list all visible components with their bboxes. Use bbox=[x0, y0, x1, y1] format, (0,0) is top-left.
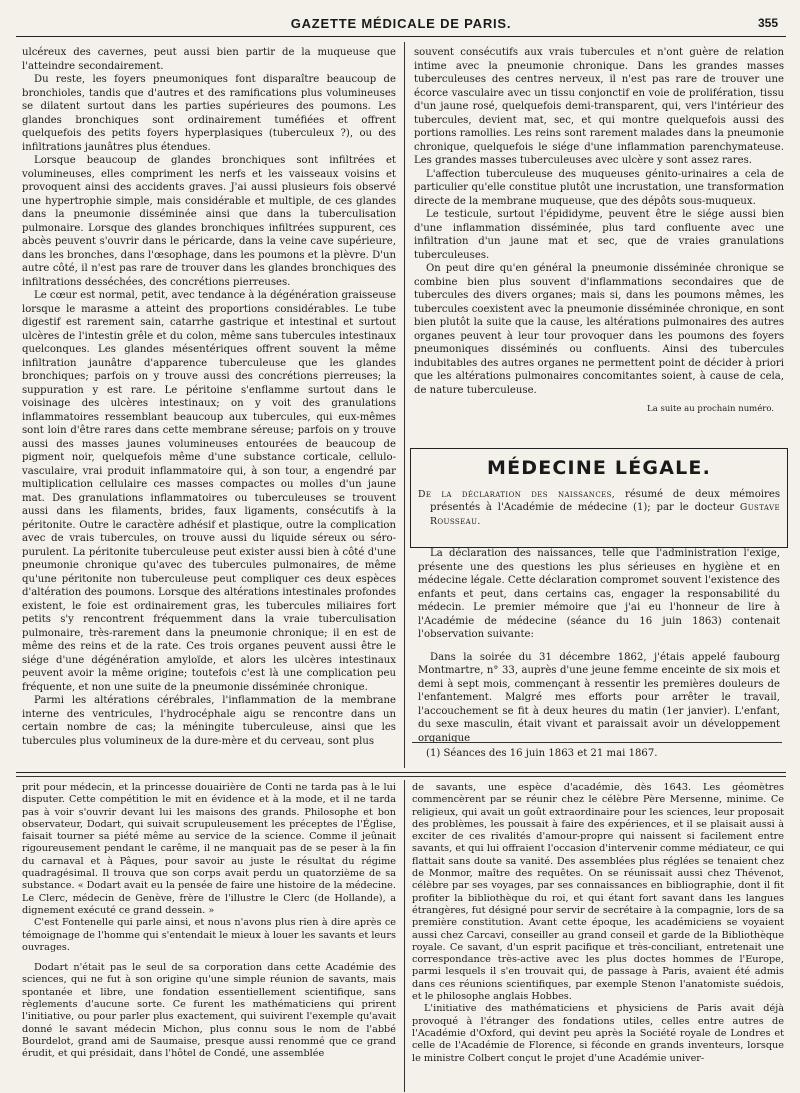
bottom-left-column bbox=[22, 782, 396, 1092]
feuilleton-rule bbox=[16, 772, 786, 773]
paragraph: On peut dire qu'en général la pneumonie disséminée chronique se combine bien plus souvent d'inflammations secondaires que de tubercules des divers organes; mais si, dans les poumons mêmes, les tubercules coexistent avec la pneumonie disséminée chronique, en sont bien plutôt la suite que la cause, les altérations pulmonaires des autres organes peuvent à leur tour provoquer dans les poumons des foyers pneumoniques disséminés ou confluents. Ainsi des tubercules indubitables des autres organes ne permettent point de décider à priori que les altérations pulmonaires concomitantes soient, à cause de cela, de nature tuberculeuse. bbox=[414, 263, 784, 396]
bottom-right-column bbox=[412, 782, 784, 1092]
footnote: (1) Séances des 16 juin 1863 et 21 mai 1867. bbox=[426, 748, 658, 759]
continuation-note: La suite au prochain numéro. bbox=[647, 404, 774, 414]
column-divider-top bbox=[404, 42, 405, 768]
footnote-rule bbox=[412, 742, 782, 743]
paragraph: L'affection tuberculeuse des muqueuses génito-urinaires a cela de particulier qu'elle constitue plutôt une incrustation, une transformation directe de la membrane muqueuse, que des dépôts sous-muqueux. bbox=[414, 168, 784, 207]
paragraph: Le cœur est normal, petit, avec tendance à la dégénération graisseuse lorsque le marasme a atteint des proportions considérables. Le tube digestif est rarement sain, catarrhe gastrique et intestinal et surtout ulcères de l'intestin grêle et du colon, même sans tubercules intestinaux quelconques. Les glandes mésentériques offrent souvent la même infiltration jaunâtre d'apparence tuberculeuse que les glandes bronchiques; parfois on y trouve aussi des concrétions pierreuses; la suppuration y est rare. Le péritoine s'enflamme surtout dans le voisinage des ulcères intestinaux; on y voit des granulations inflammatoires ressemblant beaucoup aux tubercules, qui eux-mêmes sont loin d'être rares dans cette membrane séreuse; parfois on y trouve aussi des masses jaunes volumineuses entourées de beaucoup de pigment noir, quelquefois même d'une substance corticale, cellulo-vasculaire, vrai produit inflammatoire qui, à son tour, a engendré par multiplication cellulaire ces masses compactes ou molles d'un jaune mat. Des granulations inflammatoires ou tuberculeuses se trouvent aussi dans les filaments, brides, faux ligaments, consécutifs à la péritonite. Outre le caractère adhésif et plastique, outre la complication avec de vrais tubercules, on trouve aussi du liquide séreux ou séro-purulent. La péritonite tuberculeuse peut exister aussi bien à côté d'une pneumonie chronique qu'avec des tubercules pulmonaires, de même qu'une péritonite non tuberculeuse peut compliquer ces deux espèces d'altération des poumons. Lorsque des altérations intestinales profondes existent, le foie est ordinairement gras, les tubercules miliaires fort petits s'y rencontrent fréquemment dans la vraie tuberculisation pulmonaire, très-rarement dans la pneumonie chronique; il en est de même des reins et de la rate. Ces trois organes peuvent aussi être le siége d'une dégénération amyloïde, et alors les ulcères intestinaux peuvent avoir la même origine; toutefois c'est là une complication peu fréquente, et non une suite de la pneumonie disséminée chronique. bbox=[22, 290, 396, 693]
section-title: MÉDECINE LÉGALE. bbox=[486, 457, 712, 479]
left-column bbox=[22, 46, 396, 768]
paragraph: La déclaration des naissances, telle que l'administration l'exige, présente une des questions les plus sérieuses en hygiène et en médecine légale. Cette déclaration compromet souvent l'existence des enfants et peut, dans certains cas, engager la responsabilité du médecin. Le premier mémoire que j'ai eu l'honneur de lire à l'Académie de médecine (séance du 16 juin 1863) contenait l'observation suivante: bbox=[418, 548, 780, 640]
paragraph: prit pour médecin, et la princesse douairière de Conti ne tarda pas à le lui disputer. Cette compétition le mit en évidence et à la mode, et il ne tarda pas à voir s'ouvrir devant lui les maisons des grands. Philosophe et bon observateur, Dodart, qui suivait scrupuleusement les préceptes de l'Église, faisait tourner sa piété même au service de la science. Comme il jeûnait rigoureusement pendant le carême, il ne manquait pas de se peser à la fin du carnaval et à Pâques, pour savoir au juste le résultat du régime quadragésimal. Il trouva que son corps avait perdu un quatorzième de sa substance. « Dodart avait eu la pensée de faire une histoire de la médecine. Le Clerc, médecin de Genève, frère de l'illustre le Clerc (de Hollande), a dignement exécuté ce grand dessein. » bbox=[22, 782, 396, 916]
right-column-lower bbox=[418, 452, 780, 742]
journal-title: GAZETTE MÉDICALE DE PARIS. bbox=[290, 16, 512, 31]
paragraph: Parmi les altérations cérébrales, l'inflammation de la membrane interne des ventricules, l'hydrocéphale aigu se rencontre dans un certain nombre de cas; la méningite tuberculeuse, ainsi que les tubercules plus volumineux de la dure-mère et du cerveau, sont plus bbox=[22, 695, 396, 747]
article-subtitle: résumé de deux mémoires présentés à l'Académie de médecine (1); par le docteur bbox=[430, 488, 780, 513]
column-divider-bottom bbox=[404, 780, 405, 1092]
right-column-upper bbox=[414, 46, 784, 442]
paragraph: de savants, une espèce d'académie, dès 1643. Les géomètres commencèrent par se réunir chez le célèbre Père Mersenne, minime. Ce religieux, qui avait un goût extraordinaire pour les sciences, leur proposait des problèmes, les poussait à faire des expériences, et il se plaisait aussi à exciter de ces rivalités d'amour-propre qui naissent si facilement entre savants, et qui lui offraient l'occasion d'intervenir comme médiateur, ce qui flattait sans doute sa vanité. Des assemblées plus réglées se tenaient chez de Monmor, maître des requêtes. On se réunissait aussi chez Thévenot, célèbre par ses voyages, par ses connaissances en bibliographie, dont il fit profiter la bibliothèque du roi, et qui étant fort savant dans les langues étrangères, fut désigné pour servir de secrétaire à la compagnie, lors de sa première constitution. Avant cette époque, les académiciens se voyaient aussi chez Carcavi, conseiller au grand conseil et garde de la Bibliothèque royale. Ce savant, d'un esprit pacifique et très-conciliant, entretenait une correspondance très-active avec les plus doctes hommes de l'Europe, parmi lesquels il s'en trouvait qui, de passage à Paris, avaient été admis dans ces réunions scientifiques, par exemple Stenon l'anatomiste suédois, et le philosophe anglais Hobbes. bbox=[412, 782, 784, 1003]
page-header bbox=[16, 10, 786, 37]
paragraph: C'est Fontenelle qui parle ainsi, et nous n'avons plus rien à dire après ce témoignage de l'homme qui s'entendait le mieux à louer les savants et leurs ouvrages. bbox=[22, 917, 396, 953]
paragraph: Dodart n'était pas le seul de sa corporation dans cette Académie des sciences, qui ne fut à son origine qu'une simple réunion de savants, mais spontanée et libre, une fondation essentiellement scientifique, sans règlements d'aucune sorte. Ce furent les mathématiciens qui prirent l'initiative, ou pour parler plus exactement, qui suivirent l'exemple qu'avait donné le savant médecin Michon, plus connu sous le nom de l'abbé Bourdelot, grand ami de Saumaise, presque aussi renommé que ce grand érudit, et qui présidait, dans l'hôtel de Condé, une assemblée bbox=[22, 962, 396, 1060]
paragraph: ulcéreux des cavernes, peut aussi bien partir de la muqueuse que l'atteindre secondairement. bbox=[22, 47, 396, 72]
paragraph: Le testicule, surtout l'épididyme, peuvent être le siége aussi bien d'une inflammation disséminée, plus tard confluente avec une infiltration d'un jaune mat et sec, que de vraies granulations tuberculeuses. bbox=[414, 209, 784, 261]
article-heading bbox=[418, 488, 780, 529]
paragraph: Du reste, les foyers pneumoniques font disparaître beaucoup de bronchioles, tandis que d'autres et des ramifications plus volumineuses se dilatent surtout dans les parties supérieures des poumons. Les glandes bronchiques sont ordinairement tuméfiées et offrent quelquefois des petits foyers hyperplasiques (tuberculeux ?), ou des infiltrations jaunâtres plus étendues. bbox=[22, 74, 396, 153]
page-number: 355 bbox=[757, 16, 778, 30]
paragraph: souvent consécutifs aux vrais tubercules et n'ont guère de relation intime avec la pneumonie chronique. Dans les grandes masses tuberculeuses des centres nerveux, il n'est pas rare de trouver une écorce vasculaire avec un tissu conjonctif en voie de prolifération, tissu d'un jaune rosé, quelquefois demi-transparent, qui, vers l'intérieur des tubercules, devient mat, sec, et qui montre quelquefois aussi des portions ramollies. Les reins sont rarement malades dans la pneumonie chronique, quelquefois le siége d'une inflammation parenchymateuse. Les grandes masses tuberculeuses avec ulcère y sont assez rares. bbox=[414, 47, 784, 166]
feuilleton-rule-2 bbox=[16, 776, 786, 777]
article-lead: De la déclaration des naissances, bbox=[418, 488, 616, 500]
paragraph: Dans la soirée du 31 décembre 1862, j'étais appelé faubourg Montmartre, n° 33, auprès d'une jeune femme enceinte de six mois et demi à sept mois, commençant à ressentir les premières douleurs de l'enfantement. Malgré mes efforts pour arrêter le travail, l'accouchement se fit à deux heures du matin (1er janvier). L'enfant, du sexe masculin, était vivant et paraissait avoir un développement organique bbox=[418, 651, 780, 742]
paragraph: L'initiative des mathématiciens et physiciens de Paris avait déjà provoqué à l'étranger des fondations utiles, celles entre autres de l'Académie d'Oxford, qui devint peu après la Société royale de Londres et celle de l'Académie de Florence, si féconde en grands inventeurs, lorsque le ministre Colbert conçut le projet d'une Académie univer- bbox=[412, 1003, 784, 1064]
article-author: Gustave Rousseau. bbox=[430, 502, 780, 527]
paragraph: Lorsque beaucoup de glandes bronchiques sont infiltrées et volumineuses, elles compriment les nerfs et les vaisseaux voisins et provoquent ainsi des accidents graves. J'ai aussi plusieurs fois observé une hypertrophie simple, mais considérable et multiple, de ces glandes dans la pneumonie disséminée ainsi que dans la tuberculisation pulmonaire. Lorsque des glandes bronchiques infiltrées suppurent, ces abcès peuvent s'ouvrir dans le péricarde, dans la veine cave supérieure, dans les bronches, dans l'œsophage, dans les poumons et la plèvre. D'un autre côté, il n'est pas rare de trouver dans les glandes bronchiques des infiltrations desséchées, des concrétions pierreuses. bbox=[22, 155, 396, 288]
